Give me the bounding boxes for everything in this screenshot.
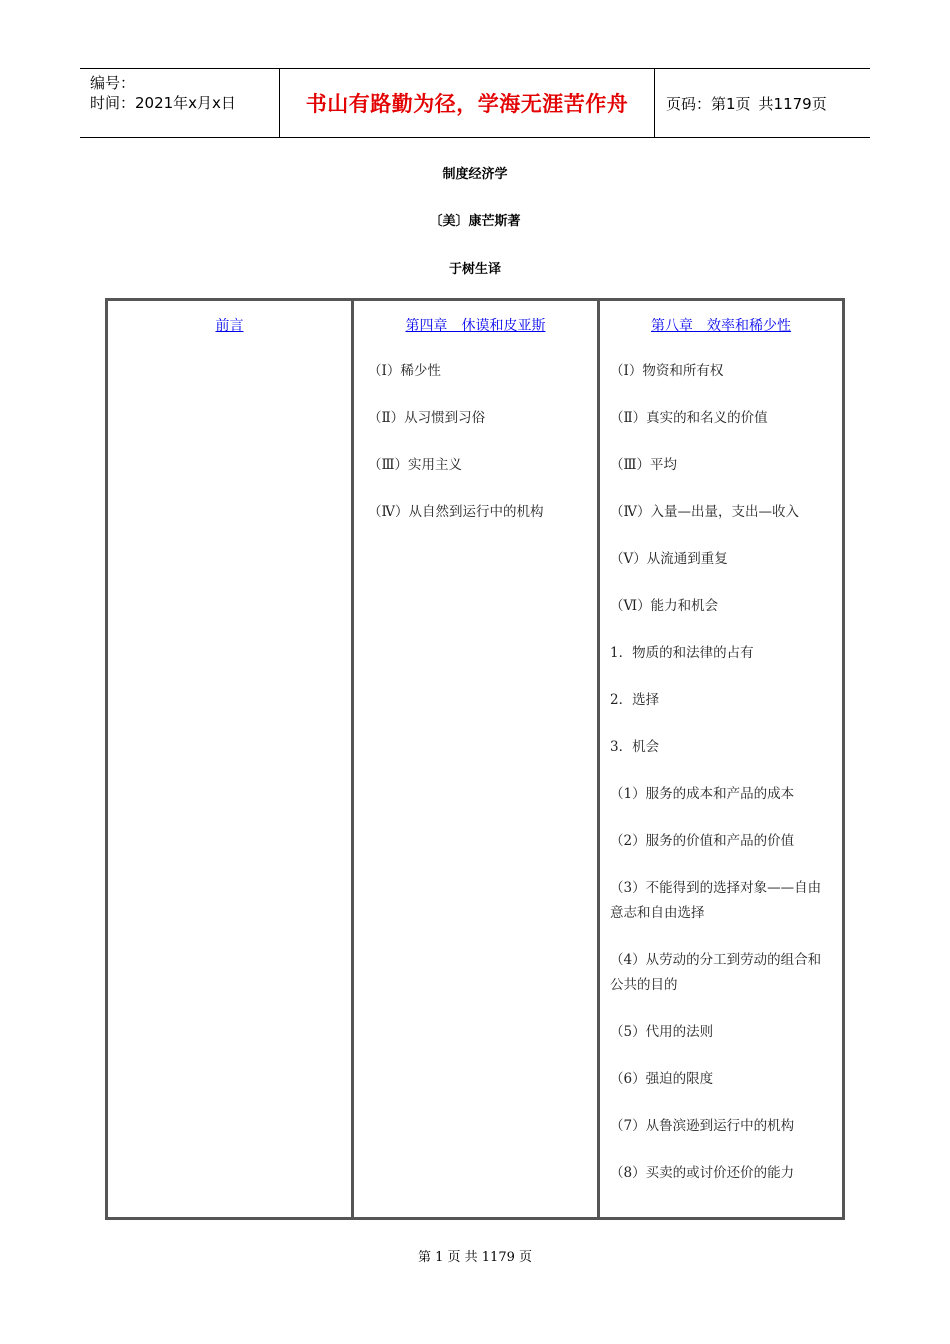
chapter-8-items: [600, 359, 842, 1186]
book-title: 制度经济学: [442, 167, 508, 182]
document-header: [80, 68, 870, 138]
book-author: 〔美〕康芒斯著: [429, 214, 521, 229]
chapter-4-items: [354, 359, 597, 525]
toc-col1-head: [108, 301, 351, 341]
toc-col2-head: [354, 301, 597, 341]
toc-item: （Ⅱ）真实的和名义的价值: [610, 410, 768, 426]
toc-col3-head: [600, 301, 842, 341]
chapter-8-link[interactable]: 第八章 效率和稀少性: [651, 318, 791, 334]
header-page-info: [655, 69, 870, 137]
date-label: 时间：2021年x月x日: [90, 94, 236, 112]
toc-item: （Ⅱ）从习惯到习俗: [368, 410, 486, 426]
toc-column-3: [600, 301, 842, 1217]
header-meta: [80, 69, 280, 137]
toc-item: （4）从劳动的分工到劳动的组合和公共的目的: [610, 952, 822, 993]
header-motto: 书山有路勤为径，学海无涯苦作舟: [280, 69, 655, 137]
page-label: 页码：第1页: [666, 94, 751, 113]
toc-item: （Ⅰ）物资和所有权: [610, 363, 724, 379]
toc-item: （Ⅰ）稀少性: [368, 363, 441, 379]
toc-item: （Ⅳ）从自然到运行中的机构: [368, 504, 544, 520]
page-total: 共1179页: [758, 94, 827, 113]
preface-link[interactable]: 前言: [215, 318, 244, 334]
book-translator: 于树生译: [448, 262, 501, 277]
toc-item: （8）买卖的或讨价还价的能力: [610, 1165, 795, 1181]
toc-item: （Ⅳ）入量—出量，支出—收入: [610, 504, 799, 520]
toc-item: （1）服务的成本和产品的成本: [610, 786, 795, 802]
toc-column-2: [354, 301, 600, 1217]
toc-item: （5）代用的法则: [610, 1024, 714, 1040]
toc-item: （Ⅲ）实用主义: [368, 457, 463, 473]
toc-item: 1．物质的和法律的占有: [610, 645, 754, 661]
number-label: 编号：: [90, 74, 136, 92]
toc-item: （Ⅴ）从流通到重复: [610, 551, 728, 567]
toc-item: （2）服务的价值和产品的价值: [610, 833, 795, 849]
toc-item: （7）从鲁滨逊到运行中的机构: [610, 1118, 795, 1134]
toc-item: （6）强迫的限度: [610, 1071, 714, 1087]
chapter-4-link[interactable]: 第四章 休谟和皮亚斯: [405, 318, 546, 334]
toc-item: 3．机会: [610, 739, 660, 755]
toc-item: （Ⅵ）能力和机会: [610, 598, 719, 614]
toc-item: 2．选择: [610, 692, 660, 708]
toc-column-1: [108, 301, 354, 1217]
toc-item: （Ⅲ）平均: [610, 457, 678, 473]
page-footer: 第 1 页 共 1179 页: [417, 1250, 533, 1265]
toc-table: [105, 298, 845, 1220]
toc-item: （3）不能得到的选择对象——自由意志和自由选择: [610, 880, 822, 921]
